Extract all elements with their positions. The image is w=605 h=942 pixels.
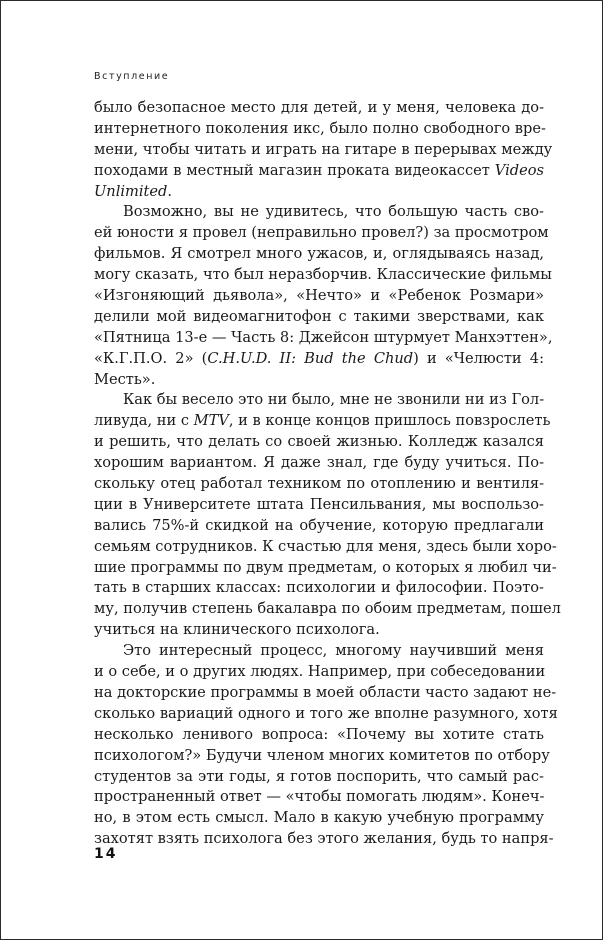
text-line: студентов за эти годы, я готов поспорить, что самый рас- — [94, 767, 544, 785]
text-line — [94, 182, 544, 203]
text-line: делили мой видеомагнитофон с такими зверствами, как — [94, 307, 544, 325]
text-line: было безопасное место для детей, и у меня, человека до- — [94, 99, 544, 116]
text-line: му, получив степень бакалавра по обоим предметам, пошел — [94, 600, 561, 618]
text-line: несколько ленивого вопроса: «Почему вы хотите стать — [94, 725, 544, 743]
text-line: шие программы по двум предметам, о которых я любил чи- — [94, 558, 557, 576]
page-number: 14 — [94, 846, 118, 862]
text-line: Месть». — [94, 370, 156, 388]
text-line: семьям сотрудников. К счастью для меня, здесь были хоро- — [94, 537, 557, 555]
text-line: Это интересный процесс, многому научивший меня — [123, 642, 544, 660]
text-line: Возможно, вы не удивитесь, что большую часть сво- — [123, 203, 544, 221]
text-line: тать в старших классах: психологии и философии. Поэто- — [94, 579, 544, 597]
text-line: на докторские программы в моей области часто задают не- — [94, 683, 557, 701]
italic-title: Unlimited — [94, 182, 168, 200]
running-head: Вступление — [94, 71, 170, 82]
text-line: Как бы весело это ни было, мне не звонили ни из Гол- — [123, 391, 545, 409]
text-line: но, в этом есть смысл. Мало в какую учебную программу — [94, 809, 544, 827]
text-line: мени, чтобы читать и играть на гитаре в перерывах между — [94, 140, 553, 158]
text-run: «К.Г.П.О. 2» ( — [94, 349, 208, 367]
text-line: интернетного поколения икс, было полно свободного вре- — [94, 119, 546, 137]
text-line: и решить, что делать со своей жизнью. Колледж казался — [94, 433, 544, 451]
text-line — [94, 411, 551, 432]
text-run: ) и «Челюсти 4: — [413, 349, 544, 367]
italic-title: MTV — [193, 412, 229, 430]
text-line: захотят взять психолога без этого желания, будь то напря- — [94, 830, 554, 848]
italic-title: Videos — [494, 161, 544, 179]
text-line: учиться на клинического психолога. — [94, 621, 380, 639]
text-run: ливуда, ни с — [94, 412, 190, 430]
text-line: ции в Университете штата Пенсильвания, мы воспользо- — [94, 495, 544, 513]
text-line: сколько вариаций одного и того же вполне разумного, хотя — [94, 704, 558, 722]
text-line: «Пятница 13-е — Часть 8: Джейсон штурмует Манхэттен», — [94, 328, 553, 346]
text-line: скольку отец работал техником по отоплению и вентиля- — [94, 475, 544, 493]
text-line: ей юности я провел (неправильно провел?) за просмотром — [94, 224, 549, 242]
text-line: психологом?» Будучи членом многих комитетов по отбору — [94, 746, 550, 764]
text-line: хорошим вариантом. Я даже знал, где буду учиться. По- — [94, 454, 544, 472]
text-line: фильмов. Я смотрел много ужасов, и, оглядываясь назад, — [94, 245, 544, 263]
text-run: , и в конце концов пришлось повзрослеть — [228, 412, 551, 430]
italic-title: C.H.U.D. II: Bud the Chud — [207, 349, 414, 367]
text-line: могу сказать, что был неразборчив. Классические фильмы — [94, 266, 552, 284]
text-run: походами в местный магазин проката видеокассет — [94, 161, 490, 179]
text-line: вались 75%-й скидкой на обучение, которую предлагали — [94, 516, 544, 534]
text-line — [94, 161, 544, 182]
text-line: пространенный ответ — «чтобы помогать людям». Конеч- — [94, 788, 545, 806]
text-line: «Изгоняющий дьявола», «Нечто» и «Ребенок Розмари» — [94, 287, 544, 305]
text-line: и о себе, и о других людях. Например, при собеседовании — [94, 663, 546, 681]
text-run: . — [167, 182, 173, 200]
text-line — [94, 349, 544, 370]
body-text — [94, 98, 561, 850]
